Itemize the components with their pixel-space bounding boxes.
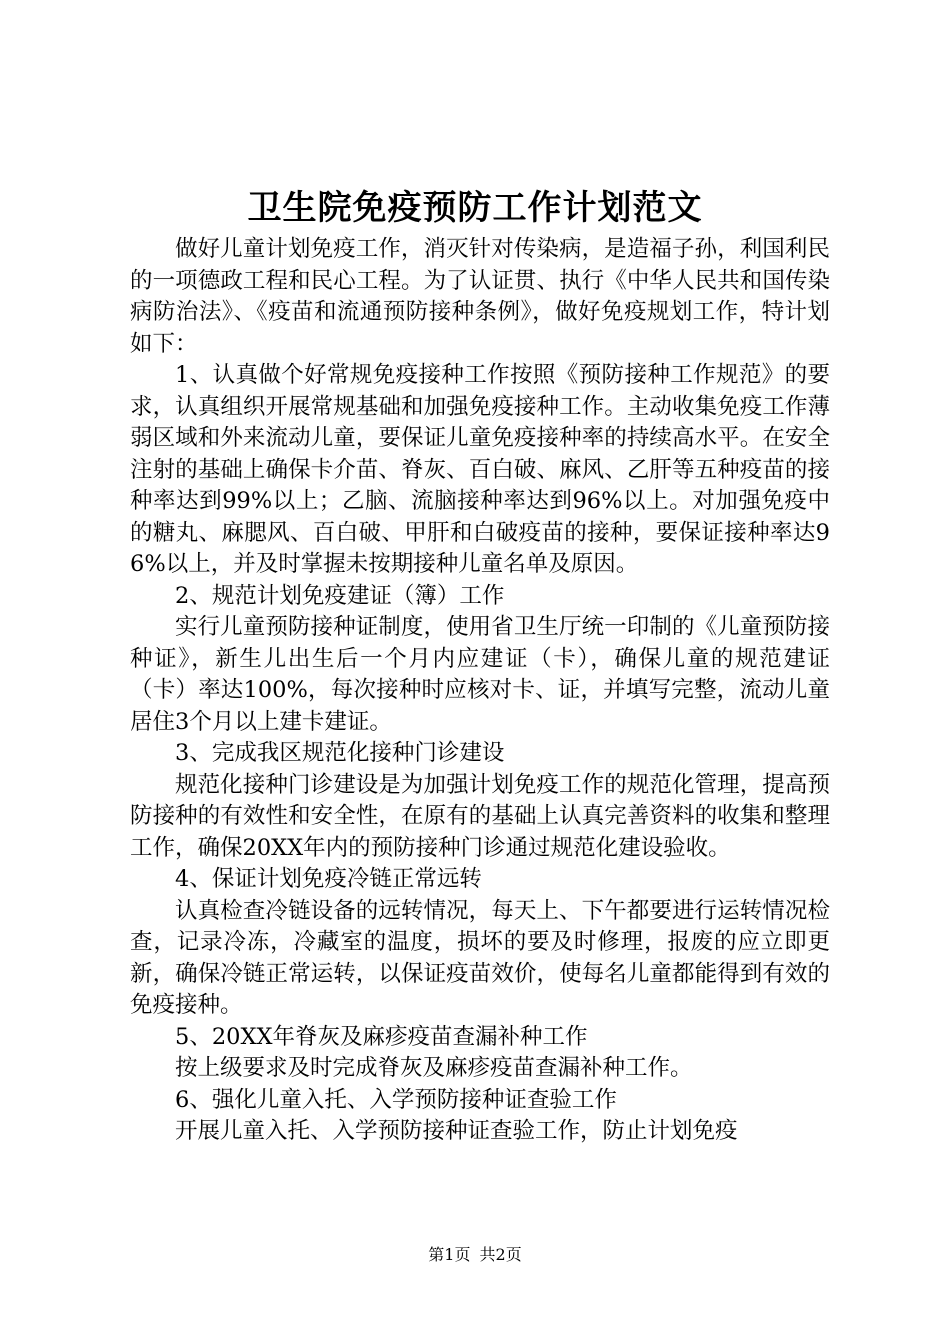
paragraph-section-3: 规范化接种门诊建设是为加强计划免疫工作的规范化管理，提高预防接种的有效性和安全性，在原有的基础上认真完善资料的收集和整理工作，确保20XX年内的预防接种门诊通过规范化建设验收。: [130, 771, 830, 861]
document-body: [130, 234, 830, 1148]
paragraph-intro: 做好儿童计划免疫工作，消灭针对传染病，是造福子孙，利国利民的一项德政工程和民心工程。为了认证贯、执行《中华人民共和国传染病防治法》、《疫苗和流通预防接种条例》，做好免疫规划工作，特计划如下：: [130, 236, 830, 357]
paragraph-section-2: 实行儿童预防接种证制度，使用省卫生厅统一印制的《儿童预防接种证》，新生儿出生后一个月内应建证（卡），确保儿童的规范建证（卡）率达100%，每次接种时应核对卡、证，并填写完整，流动儿童居住3个月以上建卡建证。: [130, 614, 830, 735]
section-heading-3: 3、完成我区规范化接种门诊建设: [175, 740, 505, 766]
paragraph-section-5: 按上级要求及时完成脊灰及麻疹疫苗查漏补种工作。: [175, 1055, 693, 1081]
section-heading-6: 6、强化儿童入托、入学预防接种证查验工作: [175, 1086, 617, 1113]
paragraph-section-4: 认真检查冷链设备的远转情况，每天上、下午都要进行运转情况检查，记录冷冻，冷藏室的温度，损坏的要及时修理，报废的应立即更新，确保冷链正常运转，以保证疫苗效价，使每名儿童都能得到有效的免疫接种。: [130, 897, 830, 1018]
section-heading-2: 2、规范计划免疫建证（簿）工作: [175, 582, 505, 609]
paragraph-section-1: 1、认真做个好常规免疫接种工作按照《预防接种工作规范》的要求，认真组织开展常规基础和加强免疫接种工作。主动收集免疫工作薄弱区域和外来流动儿童，要保证儿童免疫接种率的持续高水平。在安全注射的基础上确保卡介苗、脊灰、百白破、麻风、乙肝等五种疫苗的接种率达到99%以上；乙脑、流脑接种率达到96%以上。对加强免疫中的糖丸、麻腮风、百白破、甲肝和白破疫苗的接种，要保证接种率达96%以上，并及时掌握未按期接种儿童名单及原因。: [130, 362, 830, 577]
section-heading-5: 5、20XX年脊灰及麻疹疫苗查漏补种工作: [175, 1023, 588, 1050]
document-title: 卫生院免疫预防工作计划范文: [247, 188, 703, 228]
page-number-current: 第1页: [428, 1245, 471, 1264]
section-heading-4: 4、保证计划免疫冷链正常远转: [175, 866, 482, 892]
page-number-total: 共2页: [479, 1245, 522, 1264]
paragraph-section-6: 开展儿童入托、入学预防接种证查验工作，防止计划免疫: [175, 1118, 738, 1144]
page-footer: [0, 1245, 950, 1265]
